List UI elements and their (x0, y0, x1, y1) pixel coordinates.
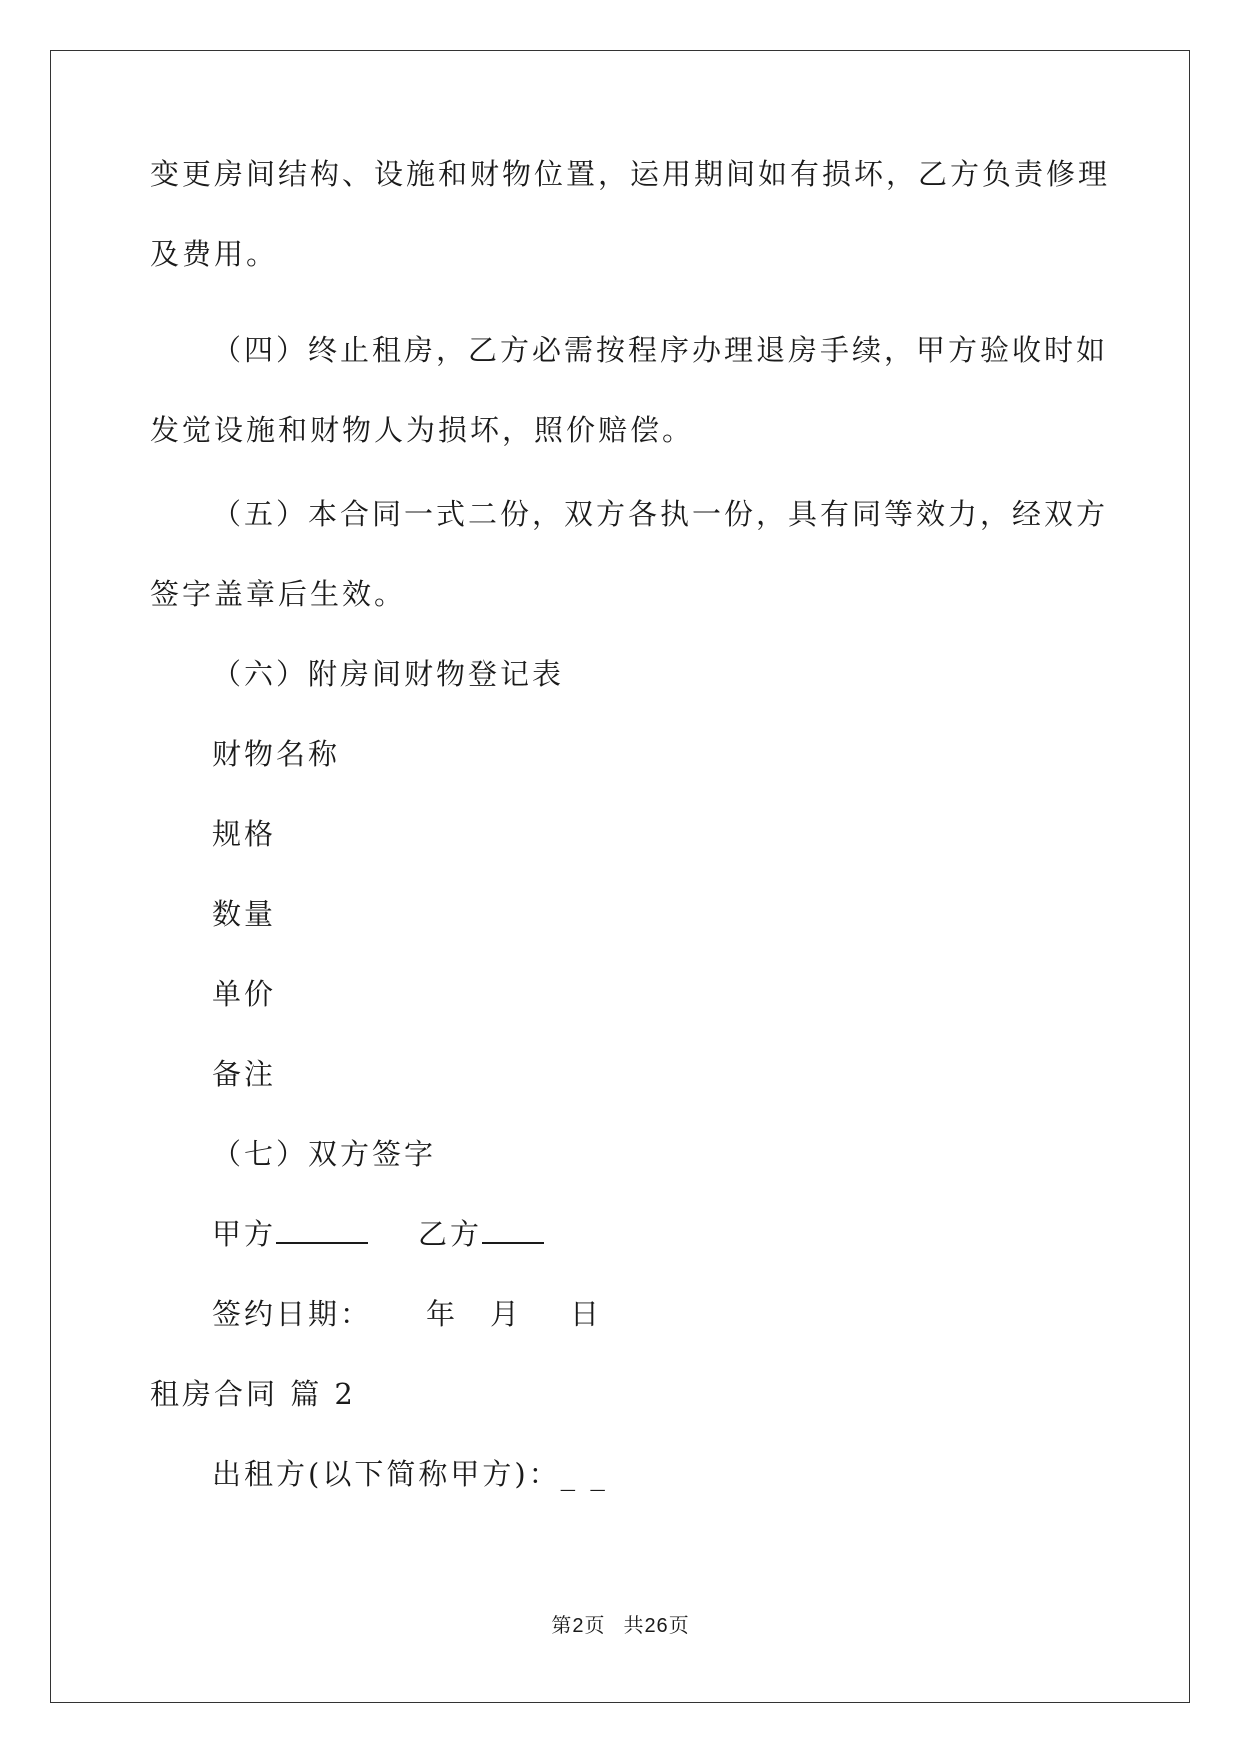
paragraph-line: 变更房间结构、设施和财物位置，运用期间如有损坏，乙方负责修理 (150, 157, 1111, 191)
footer-page-suffix: 页 (584, 1613, 606, 1637)
signature-line (212, 1216, 544, 1252)
table-field-quantity: 数量 (212, 897, 277, 931)
clause-four: （四）终止租房，乙方必需按程序办理退房手续，甲方验收时如 (212, 333, 1109, 367)
party-a-blank (276, 1216, 368, 1244)
sign-date-label: 签约日期： (212, 1297, 373, 1331)
paragraph-line: 及费用。 (150, 237, 279, 271)
year-label: 年 (426, 1297, 459, 1331)
party-b-blank (482, 1216, 544, 1244)
party-b-label: 乙方 (418, 1217, 483, 1251)
table-field-price: 单价 (212, 977, 277, 1011)
clause-seven: （七）双方签字 (212, 1137, 437, 1171)
page-footer (0, 1612, 1241, 1639)
day-label: 日 (570, 1297, 603, 1331)
paragraph-line: 发觉设施和财物人为损坏，照价赔偿。 (150, 413, 695, 447)
footer-page-prefix: 第 (551, 1613, 573, 1637)
section-heading: 租房合同 篇 2 (150, 1377, 356, 1411)
footer-total-suffix: 页 (668, 1613, 690, 1637)
table-field-name: 财物名称 (212, 737, 341, 771)
lessor-line: 出租方(以下简称甲方)：_ _ (212, 1457, 608, 1491)
footer-page-total: 26 (644, 1615, 669, 1637)
month-label: 月 (490, 1297, 523, 1331)
footer-total-prefix: 共 (623, 1613, 645, 1637)
paragraph-line: 签字盖章后生效。 (150, 577, 407, 611)
footer-page-current: 2 (572, 1615, 585, 1637)
clause-six: （六）附房间财物登记表 (212, 657, 565, 691)
sign-date-line (212, 1296, 602, 1332)
party-a-label: 甲方 (212, 1217, 277, 1251)
table-field-spec: 规格 (212, 817, 277, 851)
clause-five: （五）本合同一式二份，双方各执一份，具有同等效力，经双方 (212, 497, 1109, 531)
table-field-remarks: 备注 (212, 1057, 277, 1091)
